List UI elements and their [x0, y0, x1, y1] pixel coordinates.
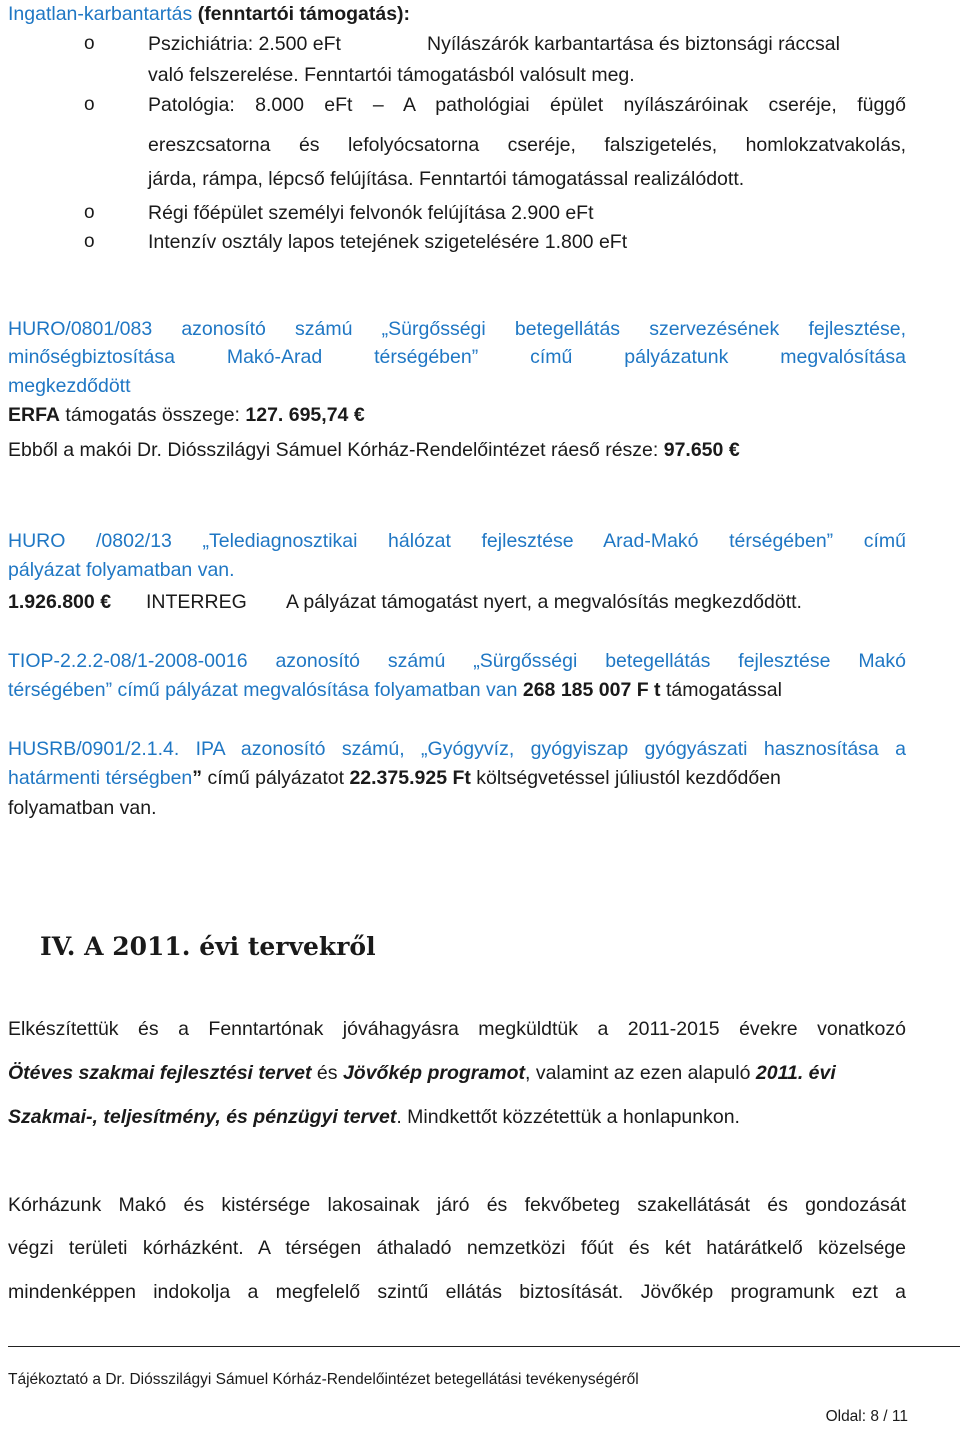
maint-item2-a: Patológia: 8.000 eFt – A pathológiai épület nyílászáróinak cseréje, függő	[148, 94, 906, 116]
plan-name-1: Ötéves szakmai fejlesztési tervet	[8, 1062, 312, 1084]
maint-item1-c: való felszerelése. Fenntartói támogatásból valósult meg.	[148, 64, 635, 86]
huro2-status	[8, 588, 111, 616]
maint-item2-c: járda, rámpa, lépcső felújítása. Fenntartói támogatással realizálódott.	[148, 168, 745, 190]
maintenance-title: Ingatlan-karbantartás	[8, 3, 193, 25]
para1-line2	[8, 1059, 836, 1087]
para2-line3: mindenképpen indokolja a megfelelő szintű ellátás biztosítását. Jövőkép programunk ezt a	[8, 1281, 906, 1303]
footer-rule	[8, 1346, 960, 1347]
para1-line3	[8, 1103, 740, 1131]
husrb-line2-text: című pályázatot	[202, 767, 350, 789]
huro1-line2: minőségbiztosítása Makó-Arad térségében” című pályázatunk megvalósítása	[8, 346, 906, 368]
erfa-amount: 127. 695,74	[245, 404, 349, 426]
bullet-marker: o	[84, 94, 95, 115]
husrb-line1: HUSRB/0901/2.1.4. IPA azonosító számú, „Gyógyvíz, gyógyiszap gyógyászati hasznosítása a	[8, 738, 906, 760]
footer-text: Tájékoztató a Dr. Diósszilágyi Sámuel Kórház-Rendelőintézet betegellátási tevékenységéről	[8, 1371, 639, 1388]
euro-sign: €	[100, 591, 112, 613]
tiop-line2-blue: térségében” című pályázat megvalósítása folyamatban van	[8, 679, 518, 701]
para1-text: és	[311, 1062, 343, 1084]
huro2-amount: 1.926.800	[8, 591, 95, 613]
tiop-line2-rest: támogatással	[660, 679, 782, 701]
maint-item1-b: Nyílászárók karbantartása és biztonsági ráccsal	[427, 33, 840, 55]
husrb-line2	[8, 764, 781, 792]
husrb-amount: 22.375.925 Ft	[349, 767, 471, 789]
maint-item3: Régi főépület személyi felvonók felújítása 2.900 eFt	[148, 202, 594, 224]
huro1-erfa	[8, 401, 365, 429]
husrb-line3: folyamatban van.	[8, 797, 157, 819]
bullet-marker: o	[84, 231, 95, 252]
maint-item1-a: Pszichiátria: 2.500 eFt	[148, 33, 341, 55]
share-text: Ebből a makói Dr. Diósszilágyi Sámuel Kórház-Rendelőintézet ráeső része:	[8, 439, 664, 461]
husrb-line2-blue: határmenti térségben	[8, 767, 193, 789]
huro2-line1: HURO /0802/13 „Telediagnosztikai hálózat fejlesztése Arad-Makó térségében” című	[8, 530, 906, 552]
euro-sign: €	[353, 404, 365, 426]
huro2-program: INTERREG	[146, 591, 247, 613]
maint-item2-b: ereszcsatorna és lefolyócsatorna cseréje, falszigetelés, homlokzatvakolás,	[148, 134, 906, 156]
maint-item4: Intenzív osztály lapos tetejének szigetelésére 1.800 eFt	[148, 231, 628, 253]
share-amount: 97.650	[663, 439, 724, 461]
huro1-line3: megkezdődött	[8, 375, 131, 397]
para2-line2: végzi területi kórházként. A térségen áthaladó nemzetközi főút és két határátkelő közelsége	[8, 1237, 906, 1259]
para1-line1: Elkészítettük és a Fenntartónak jóváhagyásra megküldtük a 2011-2015 évekre vonatkozó	[8, 1018, 906, 1040]
maintenance-title-suffix: (fenntartói támogatás):	[192, 3, 411, 25]
huro1-line1: HURO/0801/083 azonosító számú „Sürgősségi betegellátás szervezésének fejlesztése,	[8, 318, 906, 340]
erfa-text: támogatás összege:	[60, 404, 246, 426]
plan-name-2: Jövőkép programot	[342, 1062, 525, 1084]
plan-name-3: Szakmai-, teljesítmény, és pénzügyi tervet	[8, 1106, 397, 1128]
para1-text: . Mindkettőt közzétettük a honlapunkon.	[396, 1106, 740, 1128]
maintenance-heading	[8, 0, 410, 28]
erfa-label: ERFA	[8, 404, 61, 426]
euro-sign: €	[728, 439, 740, 461]
husrb-line2-rest: költségvetéssel júliustól kezdődően	[470, 767, 781, 789]
huro2-line2: pályázat folyamatban van.	[8, 559, 235, 581]
section-heading: IV. A 2011. évi tervekről	[40, 932, 376, 961]
tiop-line2	[8, 676, 906, 704]
para2-line1: Kórházunk Makó és kistérsége lakosainak járó és fekvőbeteg szakellátását és gondozását	[8, 1194, 906, 1216]
bullet-marker: o	[84, 33, 95, 54]
husrb-line2-quote: ”	[192, 767, 203, 789]
tiop-amount: 268 185 007 F t	[517, 679, 661, 701]
para1-text: , valamint az ezen alapuló	[525, 1062, 756, 1084]
huro1-share	[8, 436, 740, 464]
bullet-marker: o	[84, 202, 95, 223]
tiop-line1: TIOP-2.2.2-08/1-2008-0016 azonosító számú „Sürgősségi betegellátás fejlesztése Makó	[8, 650, 906, 672]
page-number: Oldal: 8 / 11	[825, 1408, 908, 1425]
plan-year: 2011. évi	[755, 1062, 836, 1084]
huro2-status-text: A pályázat támogatást nyert, a megvalósítás megkezdődött.	[286, 591, 802, 613]
